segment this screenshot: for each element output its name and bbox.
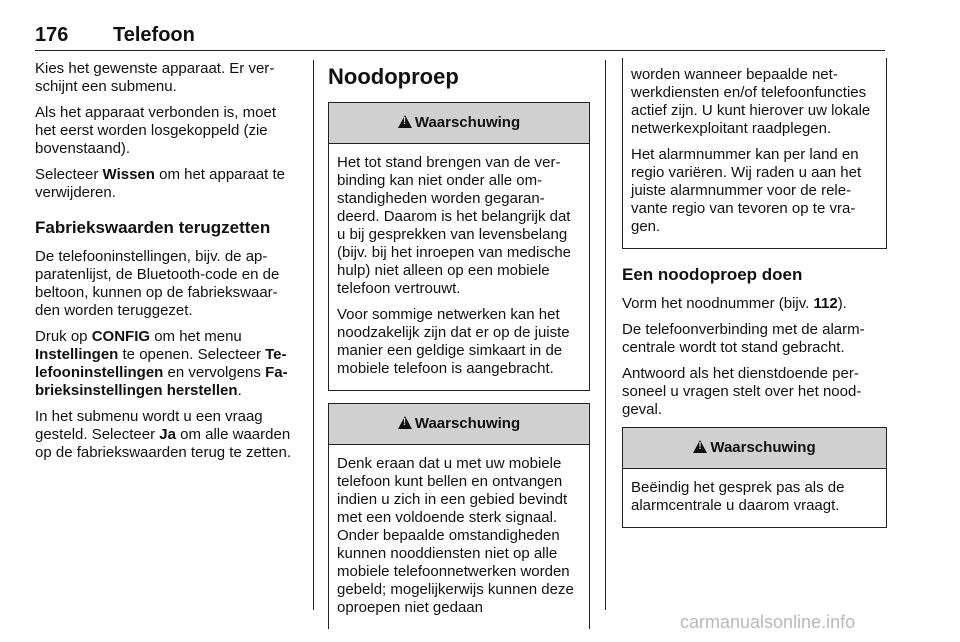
text: om alle waarden op de fabriekswaarden terug te zetten. xyxy=(35,426,291,461)
column-left xyxy=(35,60,297,470)
paragraph xyxy=(35,328,297,400)
warning-body xyxy=(329,144,589,390)
text: ). xyxy=(837,295,847,312)
emergency-number: 112 xyxy=(813,295,838,312)
text: . xyxy=(237,382,242,399)
column-divider xyxy=(313,60,314,610)
menu-term: Wissen xyxy=(102,166,155,183)
warning-header xyxy=(329,103,589,144)
paragraph: worden wanneer bepaalde netwerkdiensten en/of telefoonfuncties actief zijn. U kunt hierover uw lokale netwerkexploitant raadplegen. xyxy=(631,66,871,137)
warning-header xyxy=(329,404,589,445)
warning-label: Waarschuwing xyxy=(414,114,521,131)
section-heading: Fabriekswaarden terugzetten xyxy=(35,218,271,237)
paragraph: De telefooninstellingen, bijv. de apparatenlijst, de Bluetooth-code en de beltoon, kunnen op de fabriekswaarden worden teruggezet. xyxy=(35,248,280,319)
warning-box xyxy=(328,403,590,629)
menu-term: CONFIG xyxy=(91,328,151,345)
column-right xyxy=(622,60,887,540)
warning-icon xyxy=(398,115,412,128)
column-divider xyxy=(605,60,606,610)
warning-box xyxy=(328,102,590,391)
warning-label: Waarschuwing xyxy=(710,439,816,456)
text: Druk op xyxy=(35,328,92,345)
warning-body xyxy=(329,445,589,629)
page-header xyxy=(35,24,885,51)
paragraph: Voor sommige netwerken kan het noodzakelijk zijn dat er op de juiste manier een geldige simkaart in de mobiele telefoon is aangebracht. xyxy=(337,306,570,377)
paragraph: De telefoonverbinding met de alarmcentrale wordt tot stand gebracht. xyxy=(622,321,865,356)
warning-header xyxy=(623,428,886,469)
text: en vervolgens xyxy=(163,364,266,381)
warning-box-continued xyxy=(622,58,887,249)
column-middle xyxy=(328,60,590,629)
paragraph xyxy=(35,166,297,202)
menu-term: Instellingen xyxy=(35,346,119,363)
section-title: Noodoproep xyxy=(328,64,459,89)
menu-term: Ja xyxy=(159,426,176,443)
text: Selecteer xyxy=(35,166,103,183)
text: te openen. Selecteer xyxy=(118,346,266,363)
warning-icon xyxy=(398,416,412,429)
text: In het submenu wordt u een vraag gesteld. Selecteer xyxy=(35,408,263,443)
paragraph: Denk eraan dat u met uw mobiele telefoon kunt bellen en ontvangen indien u zich in een gebied bevindt met een voldoende sterk signaal. Onder bepaalde omstandigheden kunnen nooddiensten niet op alle mobiele telefoonnetwerken worden gebeld; mogelijkerwijs kunnen deze oproepen niet gedaan xyxy=(337,455,574,616)
page-number: 176 xyxy=(35,24,69,46)
watermark: carmanualsonline.info xyxy=(680,612,856,632)
warning-body xyxy=(623,469,886,527)
menu-term: Fabrieksinstellingen herstellen xyxy=(35,364,288,399)
page-title: Telefoon xyxy=(113,24,195,46)
warning-body xyxy=(623,58,886,248)
paragraph xyxy=(622,295,887,313)
paragraph: Als het apparaat verbonden is, moet het eerst worden losgekoppeld (zie bovenstaand). xyxy=(35,104,276,157)
paragraph: Kies het gewenste apparaat. Er verschijnt een submenu. xyxy=(35,60,275,95)
text: om het apparaat te verwijderen. xyxy=(35,166,286,201)
text: Vorm het noodnummer (bijv. xyxy=(622,295,814,312)
menu-term: Telefooninstellingen xyxy=(35,346,287,381)
paragraph: Het tot stand brengen van de verbinding kan niet onder alle omstandigheden worden gegarandeerd. Daarom is het belangrijk dat u bij gesprekken van levensbelang (bijv. bij het inroepen van medische hulp) niet alleen op een mobiele telefoon vertrouwt. xyxy=(337,154,572,297)
text: om het menu xyxy=(150,328,242,345)
paragraph xyxy=(35,408,297,462)
paragraph: Beëindig het gesprek pas als de alarmcentrale u daarom vraagt. xyxy=(631,479,845,514)
warning-box xyxy=(622,427,887,528)
warning-icon xyxy=(693,440,707,453)
paragraph: Het alarmnummer kan per land en regio variëren. Wij raden u aan het juiste alarmnummer voor de relevante regio van tevoren op te vragen. xyxy=(631,146,862,235)
paragraph: Antwoord als het dienstdoende personeel u vragen stelt over het noodgeval. xyxy=(622,365,862,418)
warning-label: Waarschuwing xyxy=(414,415,521,432)
section-heading: Een noodoproep doen xyxy=(622,265,803,284)
